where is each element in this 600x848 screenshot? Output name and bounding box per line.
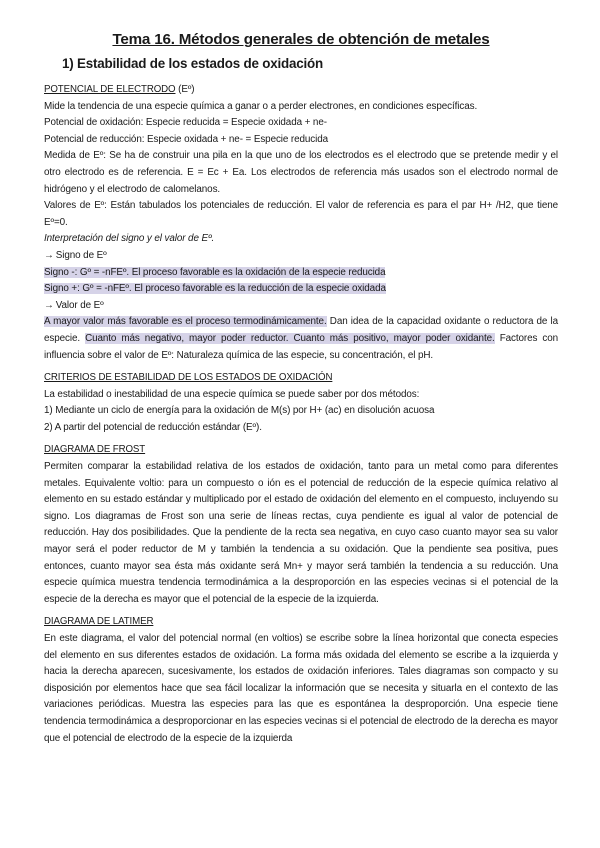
- arrow-icon: →: [44, 249, 54, 261]
- section-frost: [44, 442, 558, 608]
- paragraph: En este diagrama, el valor del potencial normal (en voltios) se escribe sobre la línea horizontal que conecta especies del elemento en sus diferentes estados de oxidación. La forma más oxidada del elemento se escribe a la izquierda y hacia la derecha aparecen, sucesivamente, los estados de oxidación inferiores. Tales diagramas son compacto y su disposición por elementos hace que sea fácil localizar la información que se necesita y situarla en el contexto de las variaciones periódicas. Muestra las especies para las que es espontánea la desproporción. Una especie tiene tendencia termodinámica a desproporcionar en las especies vecinas si el potencial de electrodo de la derecha es mayor que el potencial de electrodo de la especie de la izquierda: [44, 633, 558, 744]
- bullet-line: [44, 298, 558, 315]
- heading-text: CRITERIOS DE ESTABILIDAD DE LOS ESTADOS DE OXIDACIÓN: [44, 372, 333, 384]
- paragraph: Potencial de reducción: Especie oxidada + ne- = Especie reducida: [44, 133, 329, 145]
- document-page: [44, 30, 558, 747]
- text-run: Dan idea de la capacidad oxidante o reductora de la especie.: [44, 316, 558, 344]
- paragraph: Mide la tendencia de una especie química a ganar o a perder electrones, en condiciones específicas.: [44, 100, 478, 112]
- highlight: Cuanto más negativo, mayor poder reductor. Cuanto más positivo, mayor poder oxidante.: [85, 332, 495, 344]
- paragraph-italic: Interpretación del signo y el valor de Eº.: [44, 233, 215, 245]
- bullet-text: Valor de Eº: [55, 299, 104, 311]
- section-heading: [44, 442, 558, 459]
- paragraph: Permiten comparar la estabilidad relativa de los estados de oxidación, tanto para un metal como para diferentes metales. Equivalente voltio: para un compuesto o ión es el potencial de reducción de la especie química relativo al elemento en su estado estándar y multiplicado por el estado de oxidación del elemento en el compuesto, incluyendo su signo. Los diagramas de Frost son una serie de líneas rectas, cuya pendiente es igual al valor de potencial de reducción. Hay dos posibilidades. Que la pendiente de la recta sea negativa, en cuyo caso cuanto mayor sea su valor mayor será el poder reductor de M y también la tendencia a su oxidación. Que la pendiente sea positiva, pues entonces, cuanto mayor sea ésta más oxidante será Mn+ y mayor será también la tendencia a su reducción. Una especie química muestra tendencia termodinámica a la desproporción en las especies vecinas si el potencial de la especie de la derecha es mayor que el potencial de la especie de la izquierda.: [44, 461, 558, 605]
- text-run: Factores con influencia sobre el valor de Eº: Naturaleza química de las especie, su concentración, el pH.: [44, 332, 559, 361]
- highlight: Signo -: Gº = -nFEº. El proceso favorable es la oxidación de la especie reducida: [44, 266, 386, 278]
- heading-text: POTENCIAL DE ELECTRODO: [44, 84, 176, 95]
- section-heading: [44, 82, 558, 99]
- paragraph: La estabilidad o inestabilidad de una especie química se puede saber por dos métodos:: [44, 388, 420, 400]
- highlight: Signo +: Gº = -nFEº. El proceso favorable es la reducción de la especie oxidada: [44, 283, 386, 295]
- paragraph: [44, 314, 558, 364]
- bullet-line: [44, 248, 558, 265]
- section-potencial-electrodo: [44, 82, 558, 364]
- paragraph: Medida de Eº: Se ha de construir una pila en la que uno de los electrodos es el electrodo que se pretende medir y el otro electrodo es de referencia. E = Ec + Ea. Los electrodos de referencia más usados son el electrodo normal de hidrógeno y el electrodo de calomelanos.: [44, 150, 558, 195]
- heading-text: DIAGRAMA DE FROST: [44, 444, 146, 456]
- paragraph: Potencial de oxidación: Especie reducida = Especie oxidada + ne-: [44, 117, 327, 129]
- document-title: Tema 16. Métodos generales de obtención de metales: [112, 31, 490, 48]
- heading-suffix: (Eº): [175, 84, 195, 95]
- paragraph: 2) A partir del potencial de reducción estándar (Eº).: [44, 421, 262, 433]
- highlighted-line: [44, 265, 558, 282]
- paragraph: 1) Mediante un ciclo de energía para la oxidación de M(s) por H+ (ac) en disolución acuosa: [44, 405, 435, 417]
- section-heading: [44, 370, 558, 387]
- section-criterios: [44, 370, 558, 436]
- section-title: 1) Estabilidad de los estados de oxidación: [62, 56, 323, 71]
- section-heading: [44, 614, 558, 631]
- heading-text: DIAGRAMA DE LATIMER: [44, 616, 154, 628]
- paragraph: Valores de Eº: Están tabulados los potenciales de reducción. El valor de referencia es para el par H+ /H2, que tiene Eº=0.: [44, 200, 558, 228]
- bullet-text: Signo de Eº: [55, 249, 107, 261]
- arrow-icon: →: [44, 299, 54, 311]
- section-latimer: [44, 614, 558, 747]
- highlighted-line: [44, 281, 558, 298]
- highlight: A mayor valor más favorable es el proceso termodinámicamente.: [44, 316, 327, 328]
